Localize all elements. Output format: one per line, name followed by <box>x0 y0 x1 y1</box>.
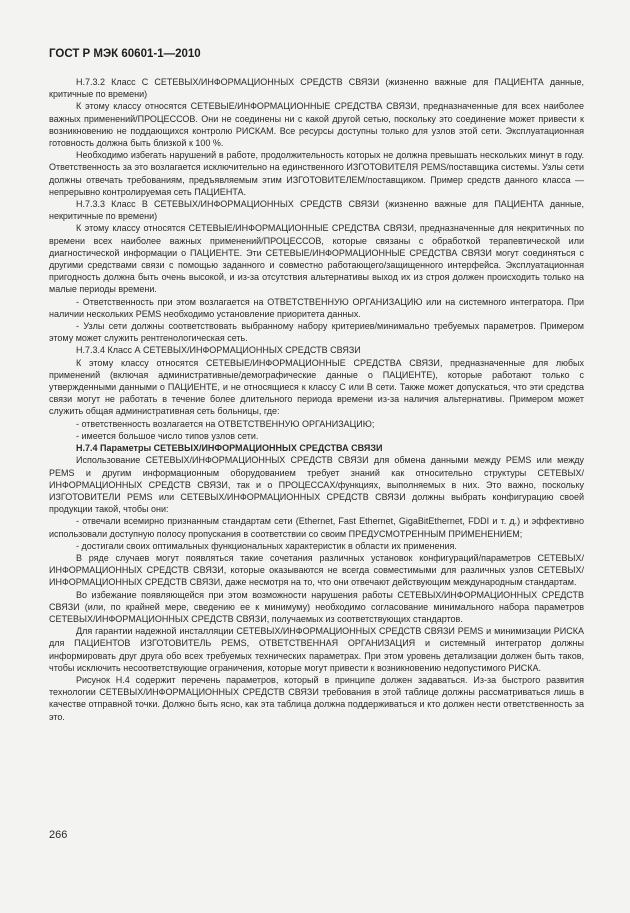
list-item: - Узлы сети должны соответствовать выбранному набору критериев/минимально требуемых параметров. Примером этому может служить рентгенологическая сеть. <box>49 321 584 344</box>
list-item: - ответственность возлагается на ОТВЕТСТВЕННУЮ ОРГАНИЗАЦИЮ; <box>76 418 375 429</box>
document-body <box>49 76 584 723</box>
list-item: - отвечали всемирно признанным стандартам сети (Ethernet, Fast Ethernet, GigaBitEthernet, FDDI и т. д.) и эффективно использовали доступную полосу пропускания в соответствии со своим ПРЕДУСМОТРЕННЫМ ПРИМЕНЕНИЕМ; <box>49 516 584 539</box>
paragraph: В ряде случаев могут появляться такие сочетания различных установок конфигураций/параметров СЕТЕВЫХ/ИНФОРМАЦИОННЫХ СРЕДСТВ СВЯЗИ, которые оказываются не всегда совместимыми для различных узлов СЕТЕВЫХ/ИНФОРМАЦИОННЫХ СРЕДСТВ СВЯЗИ, даже несмотря на то, что они отвечают действующим международным стандартам. <box>49 552 584 588</box>
list-item: - Ответственность при этом возлагается на ОТВЕТСТВЕННУЮ ОРГАНИЗАЦИЮ или на системного интегратора. При наличии нескольких PEMS необходимо установление приоритета данных. <box>49 296 584 319</box>
section-heading: Н.7.4 Параметры СЕТЕВЫХ/ИНФОРМАЦИОННЫХ СРЕДСТВА СВЯЗИ <box>76 443 383 454</box>
clause-heading: Н.7.3.2 Класс С СЕТЕВЫХ/ИНФОРМАЦИОННЫХ СРЕДСТВ СВЯЗИ (жизненно важные для ПАЦИЕНТА данные, критичные по времени) <box>49 77 584 100</box>
list-item: - достигали своих оптимальных функциональных характеристик в области их применения. <box>76 540 457 551</box>
clause-heading: Н.7.3.4 Класс А СЕТЕВЫХ/ИНФОРМАЦИОННЫХ СРЕДСТВ СВЯЗИ <box>76 345 361 356</box>
paragraph: Во избежание появляющейся при этом возможности нарушения работы СЕТЕВЫХ/ИНФОРМАЦИОННЫХ СРЕДСТВ СВЯЗИ (или, по крайней мере, сведению ее к минимуму) необходимо согласование минимального набора параметров СЕТЕВЫХ/ИНФОРМАЦИОННЫХ СРЕДСТВ СВЯЗИ, получаемых из соответствующих стандартов. <box>49 589 584 624</box>
paragraph: К этому классу относятся СЕТЕВЫЕ/ИНФОРМАЦИОННЫЕ СРЕДСТВА СВЯЗИ, предназначенные для любых применений (включая административные/демографические данные о ПАЦИЕНТЕ), которые работают только с утвержденными данными о ПАЦИЕНТЕ, и не относящиеся к классу С или В сети. Также может допускаться, что эти средства связи могут не работать в течение более длительного периода времени из-за наличия альтернативы. Примером может служить общая административная сеть больницы, где: <box>49 357 584 417</box>
page-number: 266 <box>49 829 68 841</box>
clause-heading: Н.7.3.3 Класс В СЕТЕВЫХ/ИНФОРМАЦИОННЫХ СРЕДСТВ СВЯЗИ (жизненно важные для ПАЦИЕНТА данные, некритичные по времени) <box>49 199 584 222</box>
paragraph: Для гарантии надежной инсталляции СЕТЕВЫХ/ИНФОРМАЦИОННЫХ СРЕДСТВ СВЯЗИ PEMS и минимизации РИСКА для ПАЦИЕНТОВ ИЗГОТОВИТЕЛЬ PEMS, ОТВЕТСТВЕННАЯ ОРГАНИЗАЦИЯ и системный интегратор должны информировать друг друга обо всех требуемых технических параметрах. При этом уровень детализации должен быть таков, чтобы исключить несоответствующие ограничения, которые могут привести к возникновению недопустимого РИСКА. <box>49 626 584 673</box>
paragraph: Необходимо избегать нарушений в работе, продолжительность которых не должна превышать нескольких минут в году. Ответственность за это возлагается исключительно на единственного ИЗГОТОВИТЕЛЯ PEMS/поставщика системы. Узлы сети должны отвечать требованиям, предъявляемым этим ИЗГОТОВИТЕЛЕМ/поставщиком. Пример средств данного класса — непрерывно контролируемая сеть ПАЦИЕНТА. <box>49 150 584 197</box>
paragraph: Рисунок Н.4 содержит перечень параметров, который в принципе должен задаваться. Из-за быстрого развития технологии СЕТЕВЫХ/ИНФОРМАЦИОННЫХ СРЕДСТВ СВЯЗИ требования в этой таблице должны рассматриваться лишь в качестве отправной точки. Должно быть ясно, как эта таблица должна поддерживаться и кто должен нести ответственность за это. <box>49 674 584 722</box>
paragraph: К этому классу относятся СЕТЕВЫЕ/ИНФОРМАЦИОННЫЕ СРЕДСТВА СВЯЗИ, предназначенные для всех наиболее важных применений/ПРОЦЕССОВ. Они не соединены ни с какой другой сетью, поскольку это соединение может привести к возникновению не поддающихся контролю РИСКАМ. Все ресурсы доступны только для узлов этой сети. Эксплуатационная готовность должна быть близкой к 100 %. <box>49 101 584 149</box>
paragraph: К этому классу относятся СЕТЕВЫЕ/ИНФОРМАЦИОННЫЕ СРЕДСТВА СВЯЗИ, предназначенные для некритичных по времени всех наиболее важных применений/ПРОЦЕССОВ, которые связаны с обработкой терапевтической или диагностической информации о ПАЦИЕНТЕ. Эти СЕТЕВЫЕ/ИНФОРМАЦИОННЫЕ СРЕДСТВА СВЯЗИ могут соединяться с другими средствами связи с помощью заданного и совместно работающего/защищенного интерфейса. Эксплуатационная пригодность должна быть очень высокой, и из-за отсутствия альтернативы выход их из строя должен происходить только на малые периоды времени. <box>49 223 584 295</box>
document-header: ГОСТ Р МЭК 60601-1—2010 <box>49 48 201 60</box>
paragraph: Использование СЕТЕВЫХ/ИНФОРМАЦИОННЫХ СРЕДСТВ СВЯЗИ для обмена данными между PEMS или между PEMS и другим информационным оборудованием требует знаний как относительно структуры СЕТЕВЫХ/ИНФОРМАЦИОННЫХ СРЕДСТВ СВЯЗИ, так и о ПРОЦЕССАХ/функциях, выполняемых в них. Это важно, поскольку ИЗГОТОВИТЕЛИ PEMS или СЕТЕВЫХ/ИНФОРМАЦИОННЫХ СРЕДСТВ СВЯЗИ должны выбрать конфигурацию своей продукции такой, чтобы они: <box>49 455 584 515</box>
list-item: - имеется большое число типов узлов сети. <box>76 430 259 441</box>
